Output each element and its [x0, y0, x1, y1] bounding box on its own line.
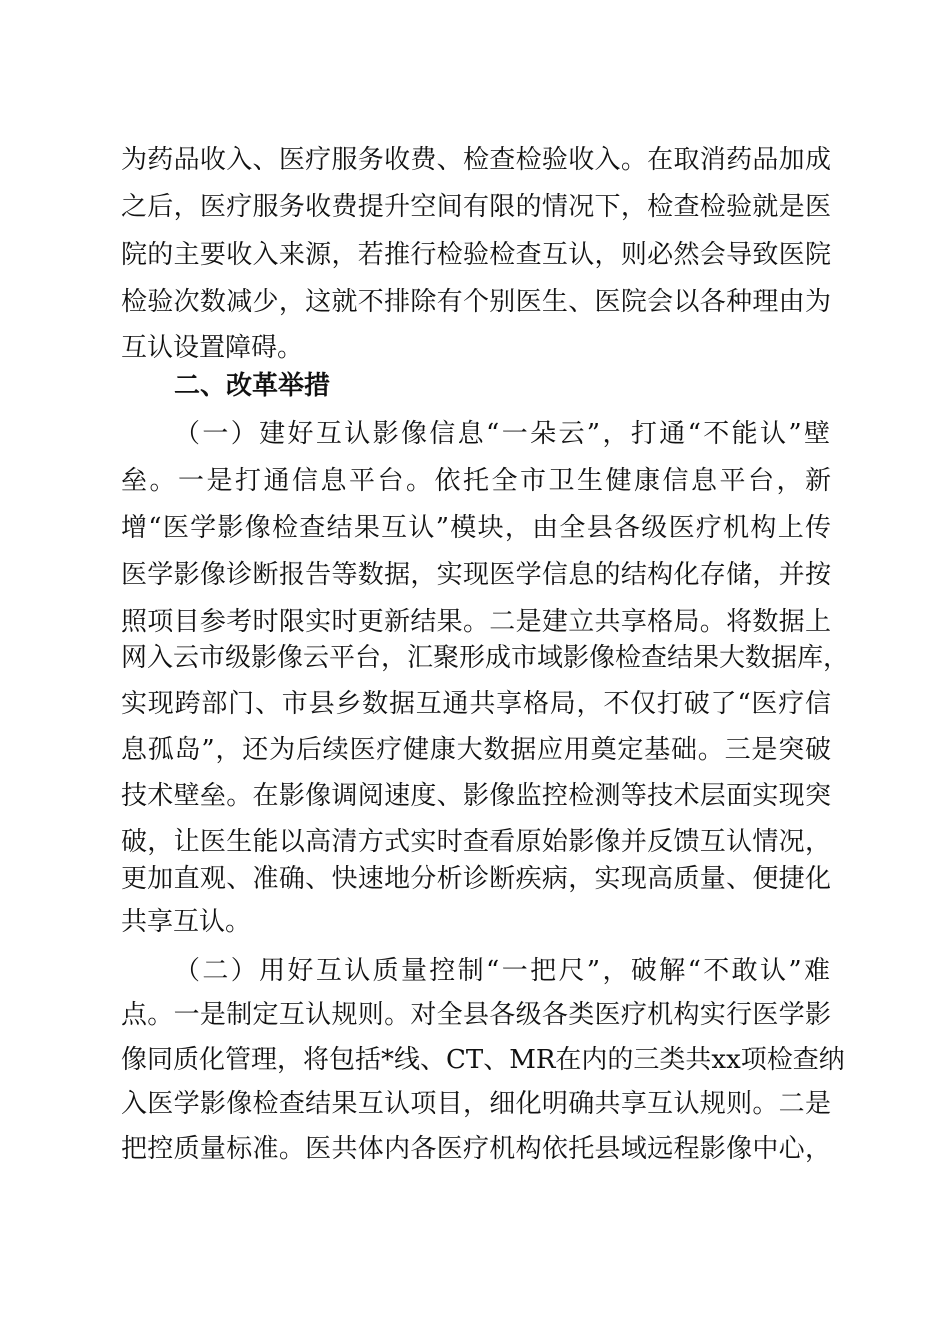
- paragraph-1-line: 破，让医生能以高清方式实时查看原始影像并反馈互认情况，: [121, 827, 831, 857]
- paragraph-1-line: 技术壁垒。在影像调阅速度、影像监控检测等技术层面实现突: [121, 781, 831, 811]
- paragraph-1-line: （一）建好互认影像信息“一朵云”，打通“不能认”壁: [174, 419, 830, 449]
- paragraph-1-line: 网入云市级影像云平台，汇聚形成市域影像检查结果大数据库，: [121, 643, 850, 673]
- paragraph-1-line: 共享互认。: [121, 907, 252, 937]
- paragraph-1-line: 照项目参考时限实时更新结果。二是建立共享格局。将数据上: [121, 607, 831, 637]
- paragraph-1-line: 医学影像诊断报告等数据，实现医学信息的结构化存储，并按: [121, 560, 831, 590]
- paragraph-2-line: 像同质化管理，将包括*线、CT、MR在内的三类共xx项检查纳: [121, 1045, 845, 1075]
- paragraph-2-line: （二）用好互认质量控制“一把尺”，破解“不敢认”难: [174, 956, 830, 986]
- section-heading: 二、改革举措: [174, 371, 331, 401]
- paragraph-1-line: 实现跨部门、市县乡数据互通共享格局，不仅打破了“医疗信: [121, 689, 831, 719]
- paragraph-intro-line: 院的主要收入来源，若推行检验检查互认，则必然会导致医院: [121, 240, 831, 270]
- paragraph-intro-line: 之后，医疗服务收费提升空间有限的情况下，检查检验就是医: [121, 192, 831, 222]
- paragraph-2-line: 点。一是制定互认规则。对全县各级各类医疗机构实行医学影: [121, 1000, 831, 1030]
- paragraph-1-line: 更加直观、准确、快速地分析诊断疾病，实现高质量、便捷化: [121, 864, 831, 894]
- paragraph-1-line: 息孤岛”，还为后续医疗健康大数据应用奠定基础。三是突破: [121, 735, 831, 765]
- paragraph-1-line: 增“医学影像检查结果互认”模块，由全县各级医疗机构上传: [121, 513, 831, 543]
- paragraph-intro-line: 互认设置障碍。: [121, 333, 304, 363]
- paragraph-intro-line: 为药品收入、医疗服务收费、检查检验收入。在取消药品加成: [121, 145, 831, 175]
- paragraph-intro-line: 检验次数减少，这就不排除有个别医生、医院会以各种理由为: [121, 287, 831, 317]
- paragraph-1-line: 垒。一是打通信息平台。依托全市卫生健康信息平台，新: [121, 466, 831, 496]
- paragraph-2-line: 入医学影像检查结果互认项目，细化明确共享互认规则。二是: [121, 1089, 831, 1119]
- paragraph-2-line: 把控质量标准。医共体内各医疗机构依托县域远程影像中心，: [121, 1134, 831, 1164]
